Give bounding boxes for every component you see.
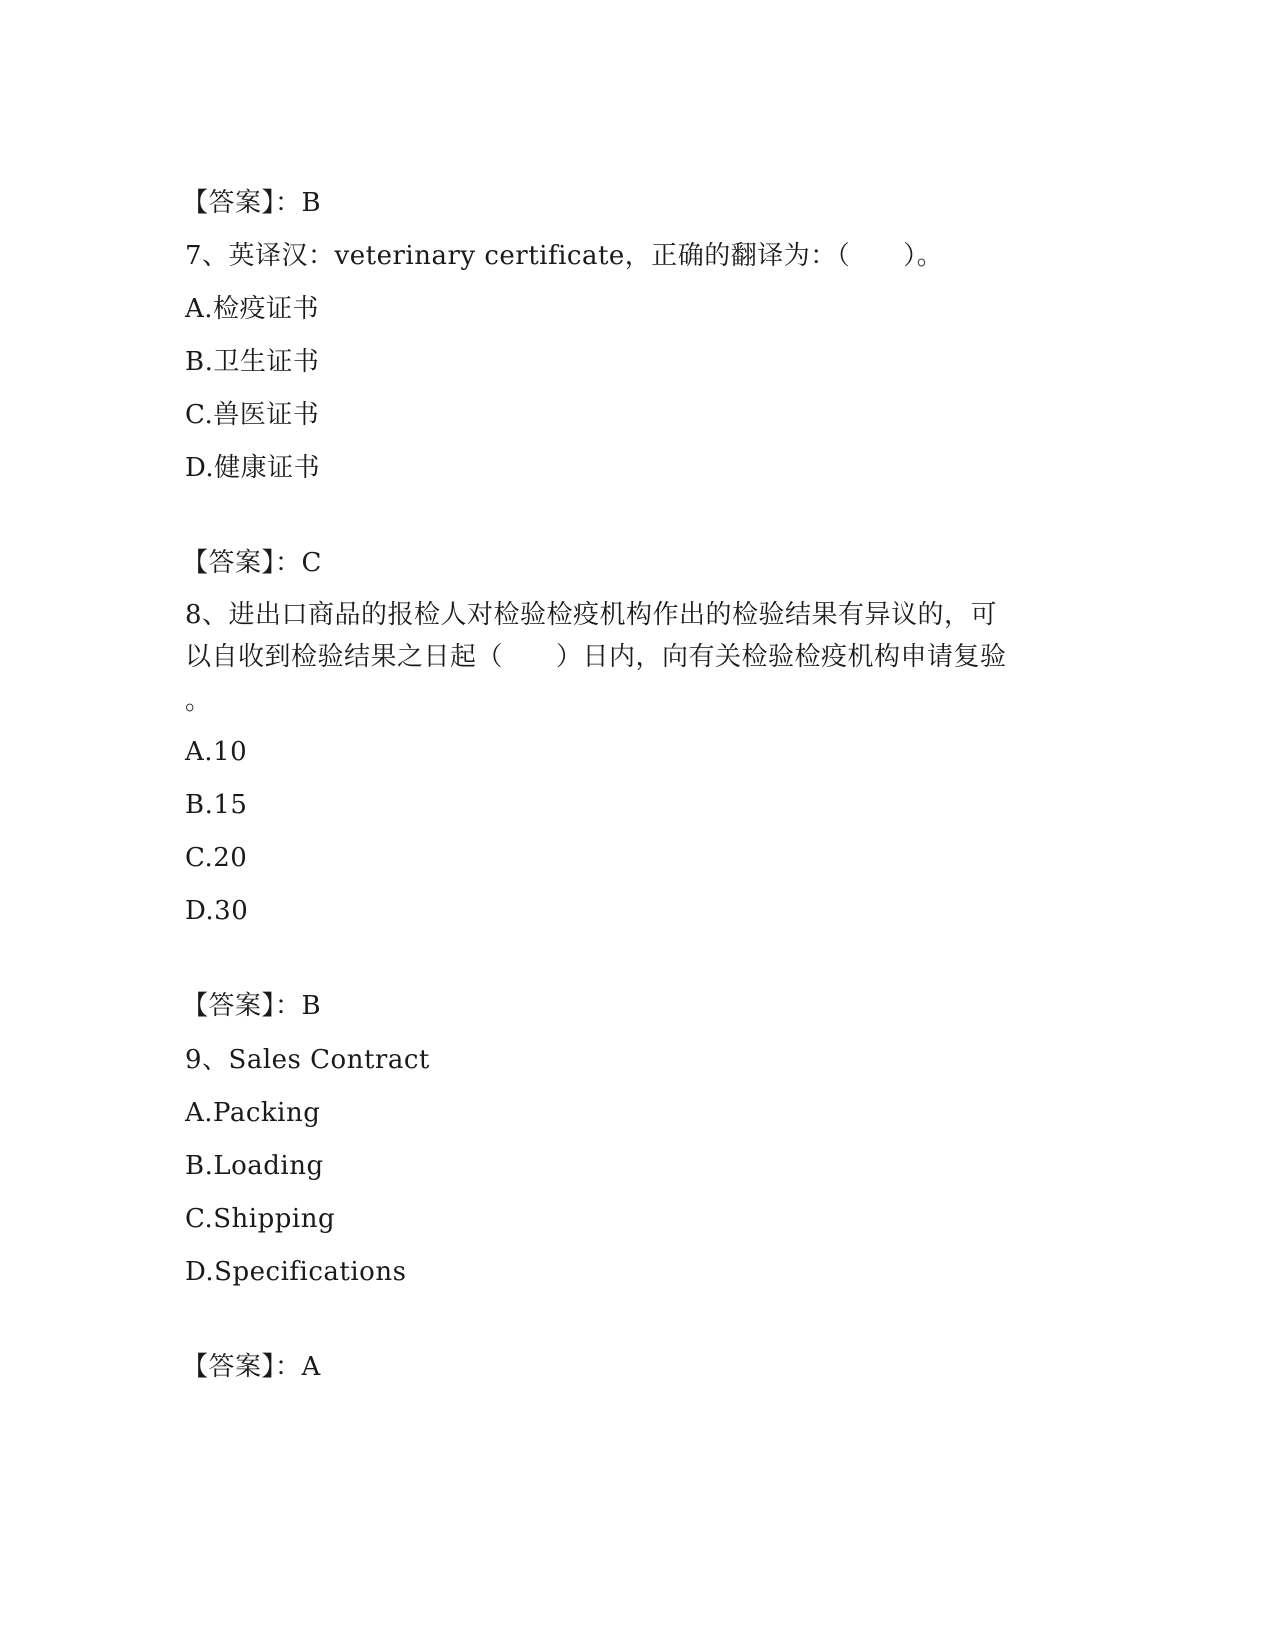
- question-9-text: 9、Sales Contract: [185, 1045, 430, 1075]
- question-8-text-line-2: 以自收到检验结果之日起（ ）日内，向有关检验检疫机构申请复验: [185, 642, 1007, 672]
- question-9-answer: 【答案】：A: [182, 1352, 321, 1382]
- question-7-answer: 【答案】：C: [182, 548, 322, 578]
- question-9-option-c: C.Shipping: [185, 1204, 336, 1234]
- question-8-option-a: A.10: [185, 737, 248, 767]
- question-8-text-line-3: 。: [185, 686, 212, 716]
- question-7-text: 7、英译汉：veterinary certificate，正确的翻译为：（ ）。: [185, 241, 944, 271]
- question-7-option-a: A.检疫证书: [185, 294, 320, 324]
- question-8-option-d: D.30: [185, 896, 249, 926]
- question-9-option-d: D.Specifications: [185, 1257, 407, 1287]
- question-9-option-b: B.Loading: [185, 1151, 324, 1181]
- question-8-answer: 【答案】：B: [182, 991, 322, 1021]
- question-7-option-c: C.兽医证书: [185, 400, 320, 430]
- question-7-option-b: B.卫生证书: [185, 347, 320, 377]
- question-8-text-line-1: 8、进出口商品的报检人对检验检疫机构作出的检验结果有异议的，可: [185, 600, 998, 630]
- question-8-option-b: B.15: [185, 790, 248, 820]
- question-8-option-c: C.20: [185, 843, 248, 873]
- question-9-option-a: A.Packing: [185, 1098, 321, 1128]
- answer-label: 【答案】：B: [182, 188, 322, 218]
- question-7-option-d: D.健康证书: [185, 453, 321, 483]
